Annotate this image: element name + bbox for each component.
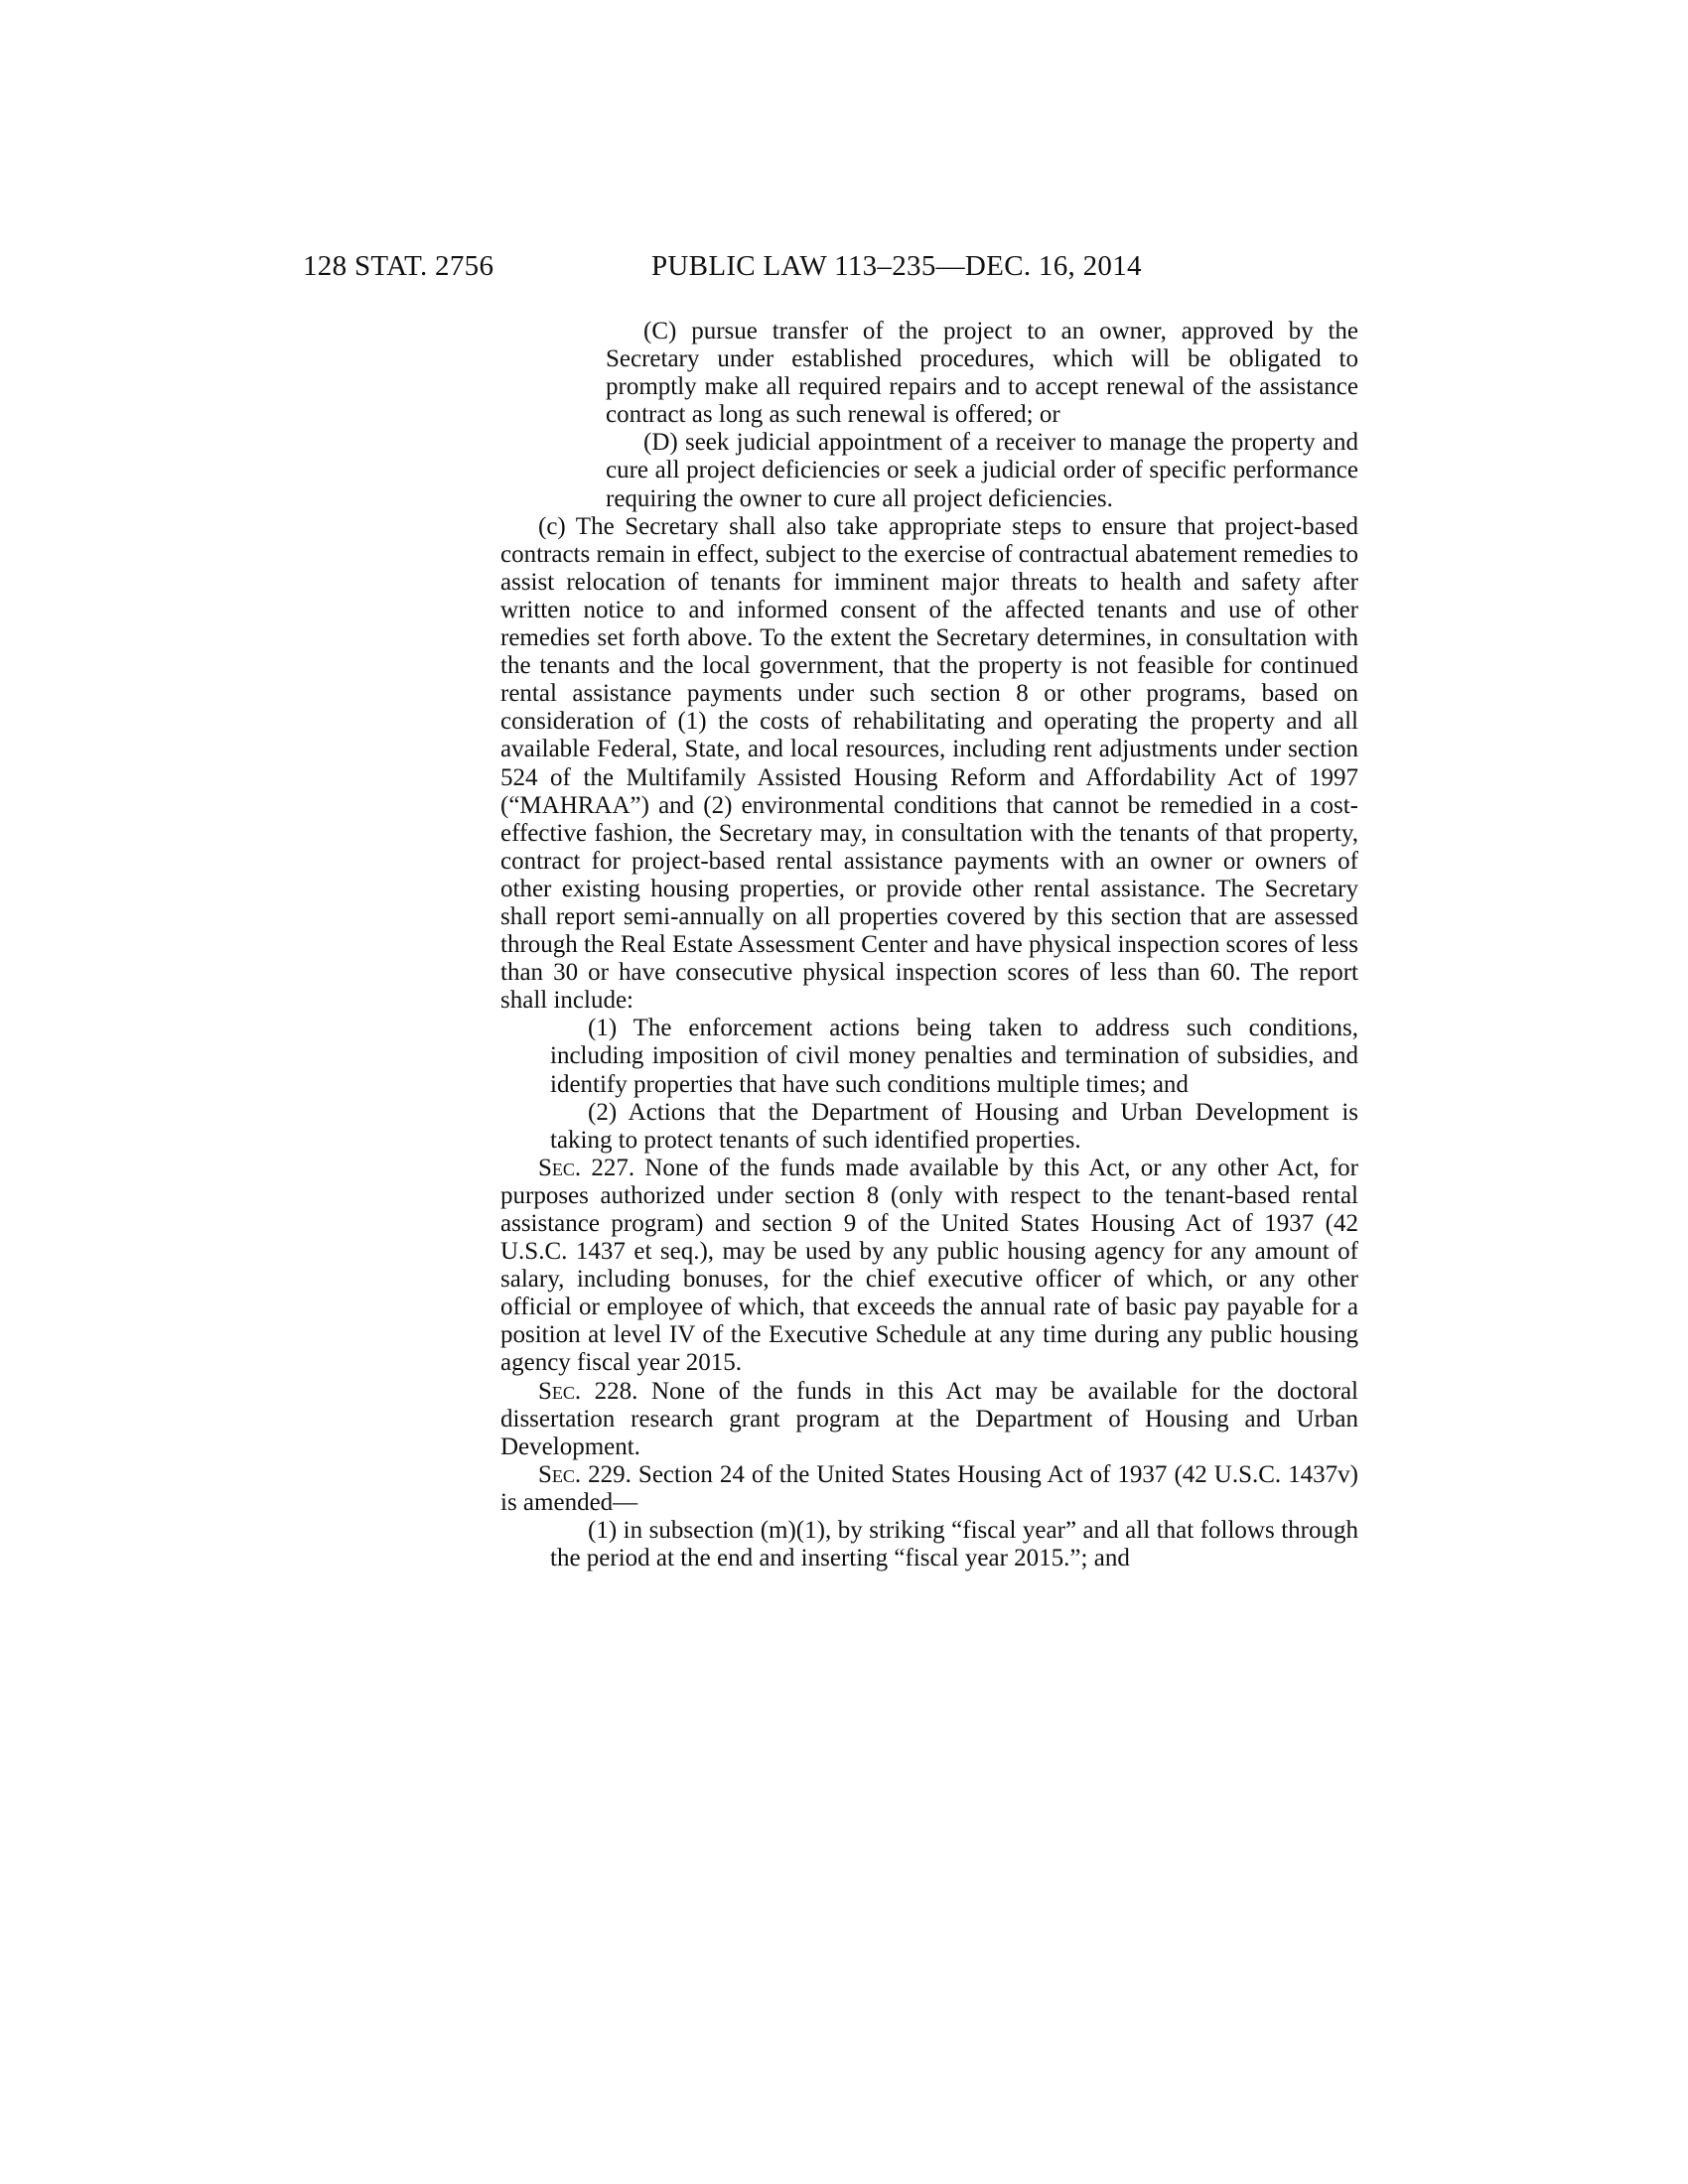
section-text: None of the funds in this Act may be available for the doctoral dissertation research grant program at the Department of Housing and Urban Development. (500, 1377, 1359, 1460)
section-text: Section 24 of the United States Housing Act of 1937 (42 U.S.C. 1437v) is amended— (500, 1460, 1358, 1516)
statute-page-number: 128 STAT. 2756 (303, 250, 494, 282)
section-228 (500, 1378, 1358, 1461)
section-227 (500, 1155, 1358, 1378)
section-text: None of the funds made available by this Act, or any other Act, for purposes authorized under section 8 (only with respect to the tenant-based rental assistance program) and section 9 of the United States Housing Act of 1937 (42 U.S.C. 1437 et seq.), may be used by any public housing agency for any amount of salary, including bonuses, for the chief executive officer of which, or any other official or employee of which, that exceeds the annual rate of basic pay payable for a position at level IV of the Executive Schedule at any time during any public housing agency fiscal year 2015. (500, 1154, 1358, 1377)
section-label: Sec. 228. (538, 1377, 638, 1405)
running-header: PUBLIC LAW 113–235—DEC. 16, 2014 (651, 250, 1142, 282)
section-229 (500, 1461, 1358, 1517)
paragraph-d-clause: (D) seek judicial appointment of a receiver to manage the property and cure all project deficiencies or seek a judicial order of specific performance requiring the owner to cure all project deficiencies. (606, 429, 1358, 512)
amendment-item-1: (1) in subsection (m)(1), by striking “fiscal year” and all that follows through the period at the end and inserting “fiscal year 2015.”; and (550, 1517, 1358, 1572)
section-label: Sec. 229. (538, 1460, 632, 1488)
section-label: Sec. 227. (538, 1154, 635, 1181)
body-text (500, 318, 1358, 1572)
subsection-c: (c) The Secretary shall also take appropriate steps to ensure that project-based contracts remain in effect, subject to the exercise of contractual abatement remedies to assist relocation of tenants for imminent major threats to health and safety after written notice to and informed consent of the affected tenants and use of other remedies set forth above. To the extent the Secretary determines, in consultation with the tenants and the local government, that the property is not feasible for continued rental assistance payments under such section 8 or other programs, based on consideration of (1) the costs of rehabilitating and operating the property and all available Federal, State, and local resources, including rent adjustments under section 524 of the Multifamily Assisted Housing Reform and Affordability Act of 1997 (“MAHRAA”) and (2) environmental conditions that cannot be remedied in a cost-effective fashion, the Secretary may, in consultation with the tenants of that property, contract for project-based rental assistance payments with an owner or owners of other existing housing properties, or provide other rental assistance. The Secretary shall report semi-annually on all properties covered by this section that are assessed through the Real Estate Assessment Center and have physical inspection scores of less than 30 or have consecutive physical inspection scores of less than 60. The report shall include: (500, 512, 1358, 1015)
report-item-1: (1) The enforcement actions being taken to address such conditions, including imposition of civil money penalties and termination of subsidies, and identify properties that have such conditions multiple times; and (550, 1015, 1358, 1098)
report-item-2: (2) Actions that the Department of Housing and Urban Development is taking to protect tenants of such identified properties. (550, 1098, 1358, 1154)
paragraph-c-clause: (C) pursue transfer of the project to an owner, approved by the Secretary under established procedures, which will be obligated to promptly make all required repairs and to accept renewal of the assistance contract as long as such renewal is offered; or (606, 318, 1358, 429)
